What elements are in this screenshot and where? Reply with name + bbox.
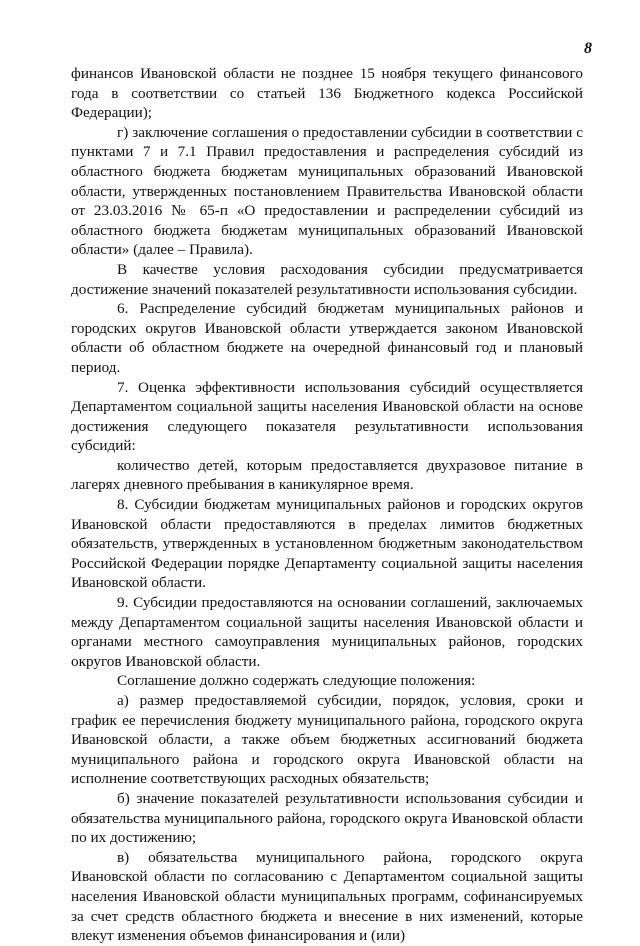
paragraph-7: 7. Оценка эффективности использования субсидий осуществляется Департаментом социальной защиты населения Ивановской области на основе достижения следующего показателя результативности использования субсидий: bbox=[71, 378, 583, 455]
paragraph-item-g: г) заключение соглашения о предоставлении субсидии в соответствии с пунктами 7 и 7.1 Правил предоставления и распределения субсидий из областного бюджета бюджетам муниципальных образований Ивановской области, утвержденных постановлением Правительства Ивановской области от 23.03.2016 № 65-п «О предоставлении и распределении субсидий из областного бюджета бюджетам муниципальных образований Ивановской области» (далее – Правила). bbox=[71, 123, 583, 259]
document-body bbox=[71, 64, 583, 946]
paragraph-6: 6. Распределение субсидий бюджетам муниципальных районов и городских округов Ивановской области утверждается законом Ивановской области об областном бюджете на очередной финансовый год и плановый период. bbox=[71, 300, 583, 376]
paragraph-9: 9. Субсидии предоставляются на основании соглашений, заключаемых между Департаментом социальной защиты населения Ивановской области и органами местного самоуправления муниципальных районов, городских округов Ивановской области. bbox=[71, 594, 583, 670]
paragraph-continuation: финансов Ивановской области не позднее 15 ноября текущего финансового года в соответствии со статьей 136 Бюджетного кодекса Российской Федерации); bbox=[71, 65, 583, 122]
paragraph-8: 8. Субсидии бюджетам муниципальных районов и городских округов Ивановской области предоставляются в пределах лимитов бюджетных обязательств, утвержденных в установленном бюджетным законодательством Российской Федерации порядке Департаменту социальной защиты населения Ивановской области. bbox=[71, 496, 583, 592]
paragraph-agreement-intro: Соглашение должно содержать следующие положения: bbox=[117, 672, 476, 690]
page-number: 8 bbox=[584, 40, 592, 57]
paragraph-item-b: б) значение показателей результативности использования субсидии и обязательства муниципального района, городского округа Ивановской области по их достижению; bbox=[71, 789, 583, 847]
paragraph-condition: В качестве условия расходования субсидии предусматривается достижение значений показателей результативности использования субсидии. bbox=[71, 260, 583, 298]
paragraph-item-a: а) размер предоставляемой субсидии, порядок, условия, сроки и график ее перечисления бюджету муниципального района, городского округа Ивановской области, а также объем бюджетных ассигнований бюджета муниципального района и городского округа Ивановской области на исполнение соответствующих расходных обязательств; bbox=[71, 692, 583, 788]
paragraph-item-v: в) обязательства муниципального района, городского округа Ивановской области по согласованию с Департаментом социальной защиты населения Ивановской области муниципальных программ, софинансируемых за счет средств областного бюджета и внесение в них изменений, которые влекут изменения объемов финансирования и (или) bbox=[71, 848, 583, 945]
paragraph-indicator: количество детей, которым предоставляется двухразовое питание в лагерях дневного пребывания в каникулярное время. bbox=[71, 456, 583, 494]
